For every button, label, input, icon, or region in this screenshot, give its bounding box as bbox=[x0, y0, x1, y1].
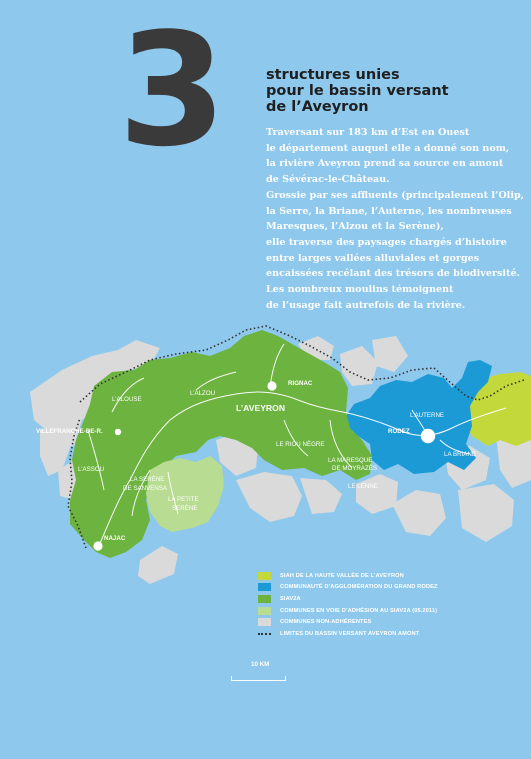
river-label-alzou: L’ALZOU bbox=[190, 390, 216, 397]
river-label-lenne: LE LENNE bbox=[348, 483, 378, 490]
intro-line: Grossie par ses affluents (principalement l’Olip, bbox=[266, 189, 525, 201]
legend-swatch bbox=[258, 607, 271, 615]
legend-swatch bbox=[258, 583, 271, 591]
adhesion-territory bbox=[146, 456, 224, 532]
place-label-rodez: RODEZ bbox=[388, 428, 410, 435]
river-label-maresque: DE MOYRAZÈS bbox=[332, 465, 378, 472]
legend-item-siah bbox=[258, 570, 438, 582]
river-label-petite-serene: SERÈNE bbox=[172, 505, 198, 512]
city-dot-najac bbox=[93, 541, 102, 550]
legend-label: SIAH DE LA HAUTE VALLÉE DE L’AVEYRON bbox=[280, 572, 404, 579]
river-label-serene-sanvensa: DE SANVENSA bbox=[123, 485, 168, 492]
legend-swatch bbox=[258, 618, 271, 626]
intro-line: Maresques, l’Alzou et la Serène), bbox=[266, 221, 444, 233]
legend-label: SIAV2A bbox=[280, 595, 301, 602]
intro-line: de l’usage fait autrefois de la rivière. bbox=[266, 299, 466, 311]
river-label-auterne: L’AUTERNE bbox=[410, 412, 445, 419]
intro-line: Traversant sur 183 km d’Est en Ouest bbox=[266, 127, 470, 138]
place-label-rignac: RIGNAC bbox=[288, 380, 313, 387]
city-dot-rodez bbox=[421, 429, 435, 443]
place-label-villefranche: VILLEFRANCHE-DE-R. bbox=[36, 428, 103, 435]
river-label-assou: L’ASSOU bbox=[78, 466, 105, 473]
legend-label: LIMITES DU BASSIN VERSANT AVEYRON AMONT bbox=[280, 630, 420, 637]
map-legend bbox=[258, 570, 438, 640]
river-label-alouse: L’ALOUSE bbox=[112, 396, 142, 403]
intro-line: la Serre, la Briane, l’Auterne, les nombreuses bbox=[266, 205, 512, 217]
intro-line: encaissées recélant des trésors de biodiversité. bbox=[266, 268, 520, 280]
place-label-najac: NAJAC bbox=[104, 535, 126, 542]
legend-label: COMMUNAUTÉ D’AGGLOMÉRATION DU GRAND RODEZ bbox=[280, 584, 438, 591]
city-dot-villefranche bbox=[115, 429, 121, 435]
headline-title-line: de l’Aveyron bbox=[266, 99, 369, 115]
headline-title-line: structures unies bbox=[266, 67, 400, 83]
river-label-maresque: LA MARESQUE bbox=[328, 457, 373, 464]
scale-bar bbox=[231, 676, 286, 681]
river-label-briane: LA BRIANE bbox=[444, 451, 476, 458]
headline-number: 3 bbox=[118, 0, 223, 181]
legend-item-non-adherentes bbox=[258, 616, 438, 628]
intro-line: le département auquel elle a donné son nom, bbox=[266, 142, 510, 154]
scale-label: 10 KM bbox=[251, 661, 270, 668]
river-label-serene-sanvensa: LA SERÈNE bbox=[130, 476, 165, 483]
legend-swatch bbox=[258, 595, 271, 603]
river-label-riou-negre: LE RIOU NÈGRE bbox=[276, 441, 325, 448]
intro-line: la rivière Aveyron prend sa source en amont bbox=[266, 158, 504, 170]
city-dot-rignac bbox=[267, 381, 276, 390]
legend-item-rodez bbox=[258, 582, 438, 594]
legend-item-boundary bbox=[258, 628, 438, 640]
legend-label: COMMUNES EN VOIE D’ADHÉSION AU SIAV2A (05.2011) bbox=[280, 607, 438, 614]
intro-line: Les nombreux moulins témoignent bbox=[266, 284, 454, 296]
intro-line: de Sévérac-le-Château. bbox=[266, 174, 390, 186]
legend-item-adhesion bbox=[258, 605, 438, 617]
legend-label: COMMUNES NON-ADHÉRENTES bbox=[280, 619, 372, 626]
legend-item-siav2a bbox=[258, 593, 438, 605]
river-label-petite-serene: LA PETITE bbox=[168, 496, 199, 503]
legend-swatch bbox=[258, 572, 271, 580]
dotted-line-icon bbox=[258, 633, 271, 635]
intro-line: entre larges vallées alluviales et gorges bbox=[266, 252, 480, 264]
headline-title-line: pour le bassin versant bbox=[266, 83, 449, 99]
place-label-aveyron: L’AVEYRON bbox=[236, 403, 286, 413]
intro-line: elle traverse des paysages chargés d’histoire bbox=[266, 236, 507, 248]
